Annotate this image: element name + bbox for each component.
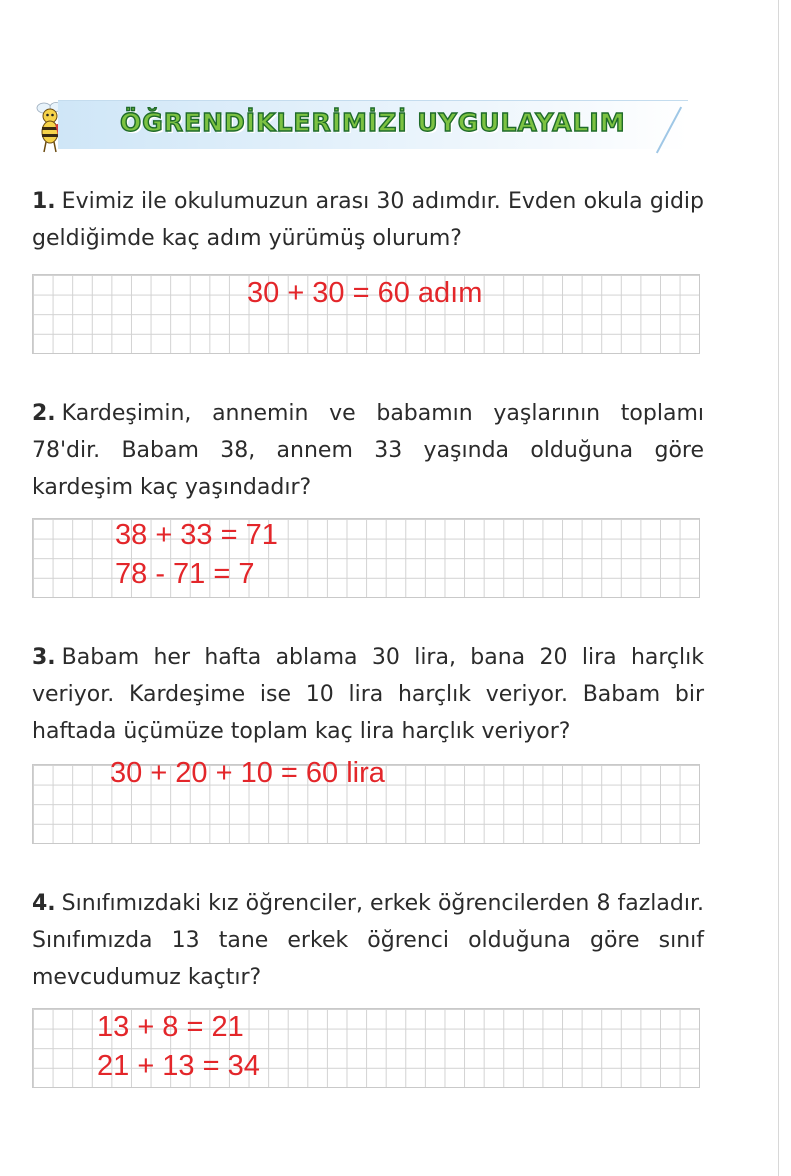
question-text: Kardeşimin, annemin ve babamın yaşlarının toplamı 78'dir. Babam 38, annem 33 yaşında olduğuna göre kardeşim kaç yaşındadır? [32,401,704,500]
question-number: 1. [32,189,56,214]
question-number: 2. [32,401,56,426]
page-edge [778,0,779,1176]
answer-line: 38 + 33 = 71 [115,519,278,551]
question-text: Evimiz ile okulumuzun arası 30 adımdır. Evden okula gidip geldiğimde kaç adım yürümüş olurum? [32,189,704,251]
question-text: Babam her hafta ablama 30 lira, bana 20 lira harçlık veriyor. Kardeşime ise 10 lira harçlık veriyor. Babam bir haftada üçümüze toplam kaç lira harçlık veriyor? [32,645,704,744]
question-4 [32,885,704,996]
question-number: 4. [32,891,56,916]
section-title: ÖĞRENDİKLERİMİZİ UYGULAYALIM [120,108,626,137]
answer-line: 30 + 20 + 10 = 60 lira [110,757,385,789]
answer-line: 78 - 71 = 7 [115,558,255,590]
question-number: 3. [32,645,56,670]
question-text: Sınıfımızdaki kız öğrenciler, erkek öğrencilerden 8 fazladır. Sınıfımızda 13 tane erkek öğrenci olduğuna göre sınıf mevcudumuz kaçtır? [32,891,704,990]
question-3 [32,639,704,750]
answer-line: 30 + 30 = 60 adım [247,277,483,309]
question-1 [32,183,704,257]
answer-line: 13 + 8 = 21 [97,1011,244,1043]
answer-line: 21 + 13 = 34 [97,1050,260,1082]
question-2 [32,395,704,506]
section-banner [58,96,698,154]
